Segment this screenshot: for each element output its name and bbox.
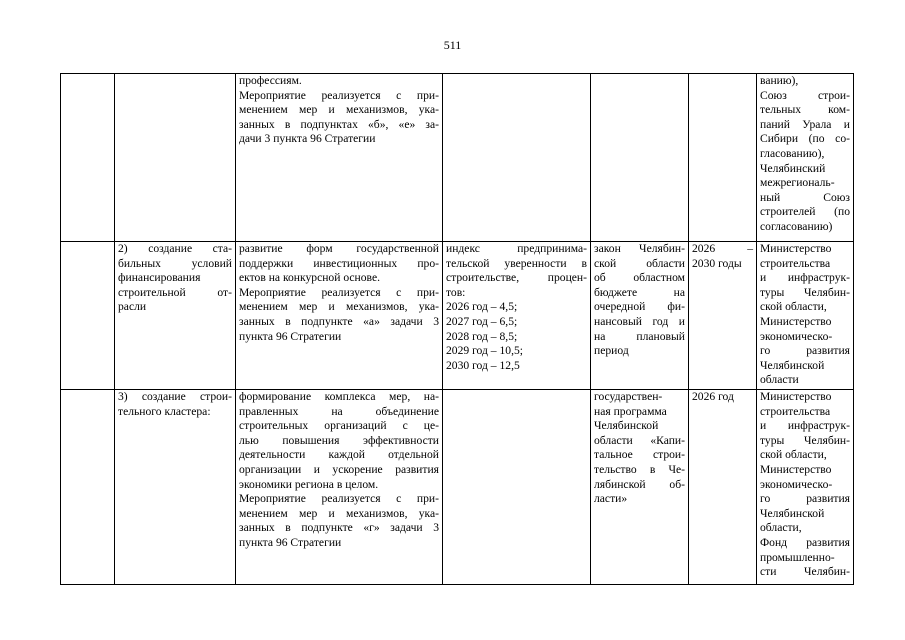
text-line: 2030 год – 12,5: [446, 358, 520, 372]
text-line: поддержки инвестиционных про-: [239, 256, 439, 270]
text-line: области: [760, 373, 799, 387]
text-line: Союз строи-: [760, 88, 850, 102]
responsible-cell: [757, 242, 854, 390]
text-line: гласованию),: [760, 146, 825, 160]
text-line: Министерство: [760, 242, 832, 255]
text-line: Челябинской: [760, 506, 825, 520]
text-line: строительства: [760, 256, 831, 270]
row-number-cell: [61, 242, 115, 390]
text-line: го развития: [760, 344, 850, 358]
text-line: государствен-: [594, 390, 663, 403]
text-line: 2026 –: [692, 242, 753, 255]
text-line: строителей (по: [760, 205, 850, 219]
text-line: лябинской об-: [594, 477, 685, 491]
text-line: Мероприятие реализуется с при-: [239, 492, 439, 506]
measure-cell: [236, 74, 443, 242]
text-line: дачи 3 пункта 96 Стратегии: [239, 132, 376, 146]
text-line: 2030 годы: [692, 256, 742, 270]
text-line: тельство в Че-: [594, 462, 685, 476]
text-line: экономическо-: [760, 477, 833, 491]
text-line: Сибири (по со-: [760, 132, 850, 146]
indicator-cell: [443, 74, 591, 242]
text-line: ная программа: [594, 404, 667, 418]
period-cell: [689, 74, 757, 242]
text-line: период: [594, 344, 629, 358]
text-line: 2026 год: [692, 390, 734, 403]
text-line: 2026 год – 4,5;: [446, 300, 518, 314]
text-line: промышленно-: [760, 550, 835, 564]
measure-cell: [236, 242, 443, 390]
period-cell: [689, 242, 757, 390]
row-number-cell: [61, 74, 115, 242]
text-line: бильных условий: [118, 256, 232, 270]
text-line: тельного кластера:: [118, 404, 211, 418]
text-line: ектов на конкурсной основе.: [239, 271, 380, 285]
text-line: развитие форм государственной: [239, 242, 439, 255]
text-line: 2029 год – 10,5;: [446, 344, 524, 358]
text-line: 2027 год – 6,5;: [446, 314, 518, 328]
responsible-cell: [757, 390, 854, 585]
document-cell: [591, 74, 689, 242]
text-line: менением мер и механизмов, ука-: [239, 103, 439, 117]
text-line: ванию),: [760, 74, 799, 87]
text-line: на плановый: [594, 329, 685, 343]
text-line: бюджете на: [594, 285, 685, 299]
text-line: сти Челябин-: [760, 565, 850, 579]
text-line: тов:: [446, 285, 466, 299]
text-line: туры Челябин-: [760, 285, 850, 299]
text-line: очередной фи-: [594, 300, 685, 314]
text-line: об областном: [594, 271, 685, 285]
text-line: туры Челябин-: [760, 433, 850, 447]
text-line: Челябинской: [594, 419, 659, 433]
text-line: тельных ком-: [760, 103, 850, 117]
task-cell: [115, 242, 236, 390]
period-cell: [689, 390, 757, 585]
text-line: экономики региона в целом.: [239, 477, 379, 491]
text-line: 3) создание строи-: [118, 390, 232, 403]
text-line: строительной от-: [118, 285, 232, 299]
text-line: области «Капи-: [594, 433, 685, 447]
indicator-cell: [443, 242, 591, 390]
text-line: индекс предпринима-: [446, 242, 587, 255]
text-line: го развития: [760, 492, 850, 506]
text-line: финансирования: [118, 271, 201, 285]
text-line: Челябинский: [760, 161, 826, 175]
text-line: 2028 год – 8,5;: [446, 329, 518, 343]
text-line: области,: [760, 521, 802, 535]
text-line: ской области,: [760, 448, 827, 462]
task-cell: [115, 74, 236, 242]
text-line: тальное строи-: [594, 448, 685, 462]
text-line: паний Урала и: [760, 117, 850, 131]
text-line: Фонд развития: [760, 535, 850, 549]
text-line: занных в подпункте «а» задачи 3: [239, 314, 439, 328]
text-line: ской области,: [760, 300, 827, 314]
text-line: и инфраструк-: [760, 271, 850, 285]
page-number: 511: [443, 38, 462, 52]
text-line: строительства: [760, 404, 831, 418]
row-number-cell: [61, 390, 115, 585]
text-line: пункта 96 Стратегии: [239, 535, 342, 549]
text-line: Министерство: [760, 314, 832, 328]
text-line: расли: [118, 300, 147, 314]
text-line: строительных организаций с це-: [239, 419, 439, 433]
table-row: [61, 390, 854, 585]
responsible-cell: [757, 74, 854, 242]
text-line: закон Челябин-: [594, 242, 685, 255]
text-line: занных в подпункте «г» задачи 3: [239, 521, 439, 535]
table-row: [61, 74, 854, 242]
text-line: и инфраструк-: [760, 419, 850, 433]
text-line: правленных на объединение: [239, 404, 439, 418]
text-line: согласованию): [760, 219, 833, 233]
text-line: ласти»: [594, 492, 628, 506]
text-line: профессиям.: [239, 74, 302, 87]
text-line: организации и ускорение развития: [239, 462, 439, 476]
measures-table: [60, 73, 854, 585]
text-line: лью повышения эффективности: [239, 433, 439, 447]
document-cell: [591, 242, 689, 390]
text-line: экономическо-: [760, 329, 833, 343]
text-line: деятельности каждой отдельной: [239, 448, 439, 462]
text-line: пункта 96 Стратегии: [239, 329, 342, 343]
text-line: Челябинской: [760, 358, 825, 372]
text-line: ный Союз: [760, 190, 850, 204]
text-line: Мероприятие реализуется с при-: [239, 88, 439, 102]
document-cell: [591, 390, 689, 585]
text-line: ской области: [594, 256, 685, 270]
text-line: 2) создание ста-: [118, 242, 232, 255]
text-line: занных в подпунктах «б», «е» за-: [239, 117, 439, 131]
text-line: строительстве, процен-: [446, 271, 587, 285]
text-line: формирование комплекса мер, на-: [239, 390, 439, 403]
text-line: Министерство: [760, 462, 832, 476]
text-line: Мероприятие реализуется с при-: [239, 285, 439, 299]
text-line: межрегиональ-: [760, 176, 835, 190]
table-row: [61, 242, 854, 390]
task-cell: [115, 390, 236, 585]
text-line: менением мер и механизмов, ука-: [239, 300, 439, 314]
measure-cell: [236, 390, 443, 585]
text-line: нансовый год и: [594, 314, 685, 328]
text-line: тельской уверенности в: [446, 256, 587, 270]
text-line: менением мер и механизмов, ука-: [239, 506, 439, 520]
text-line: Министерство: [760, 390, 832, 403]
indicator-cell: [443, 390, 591, 585]
